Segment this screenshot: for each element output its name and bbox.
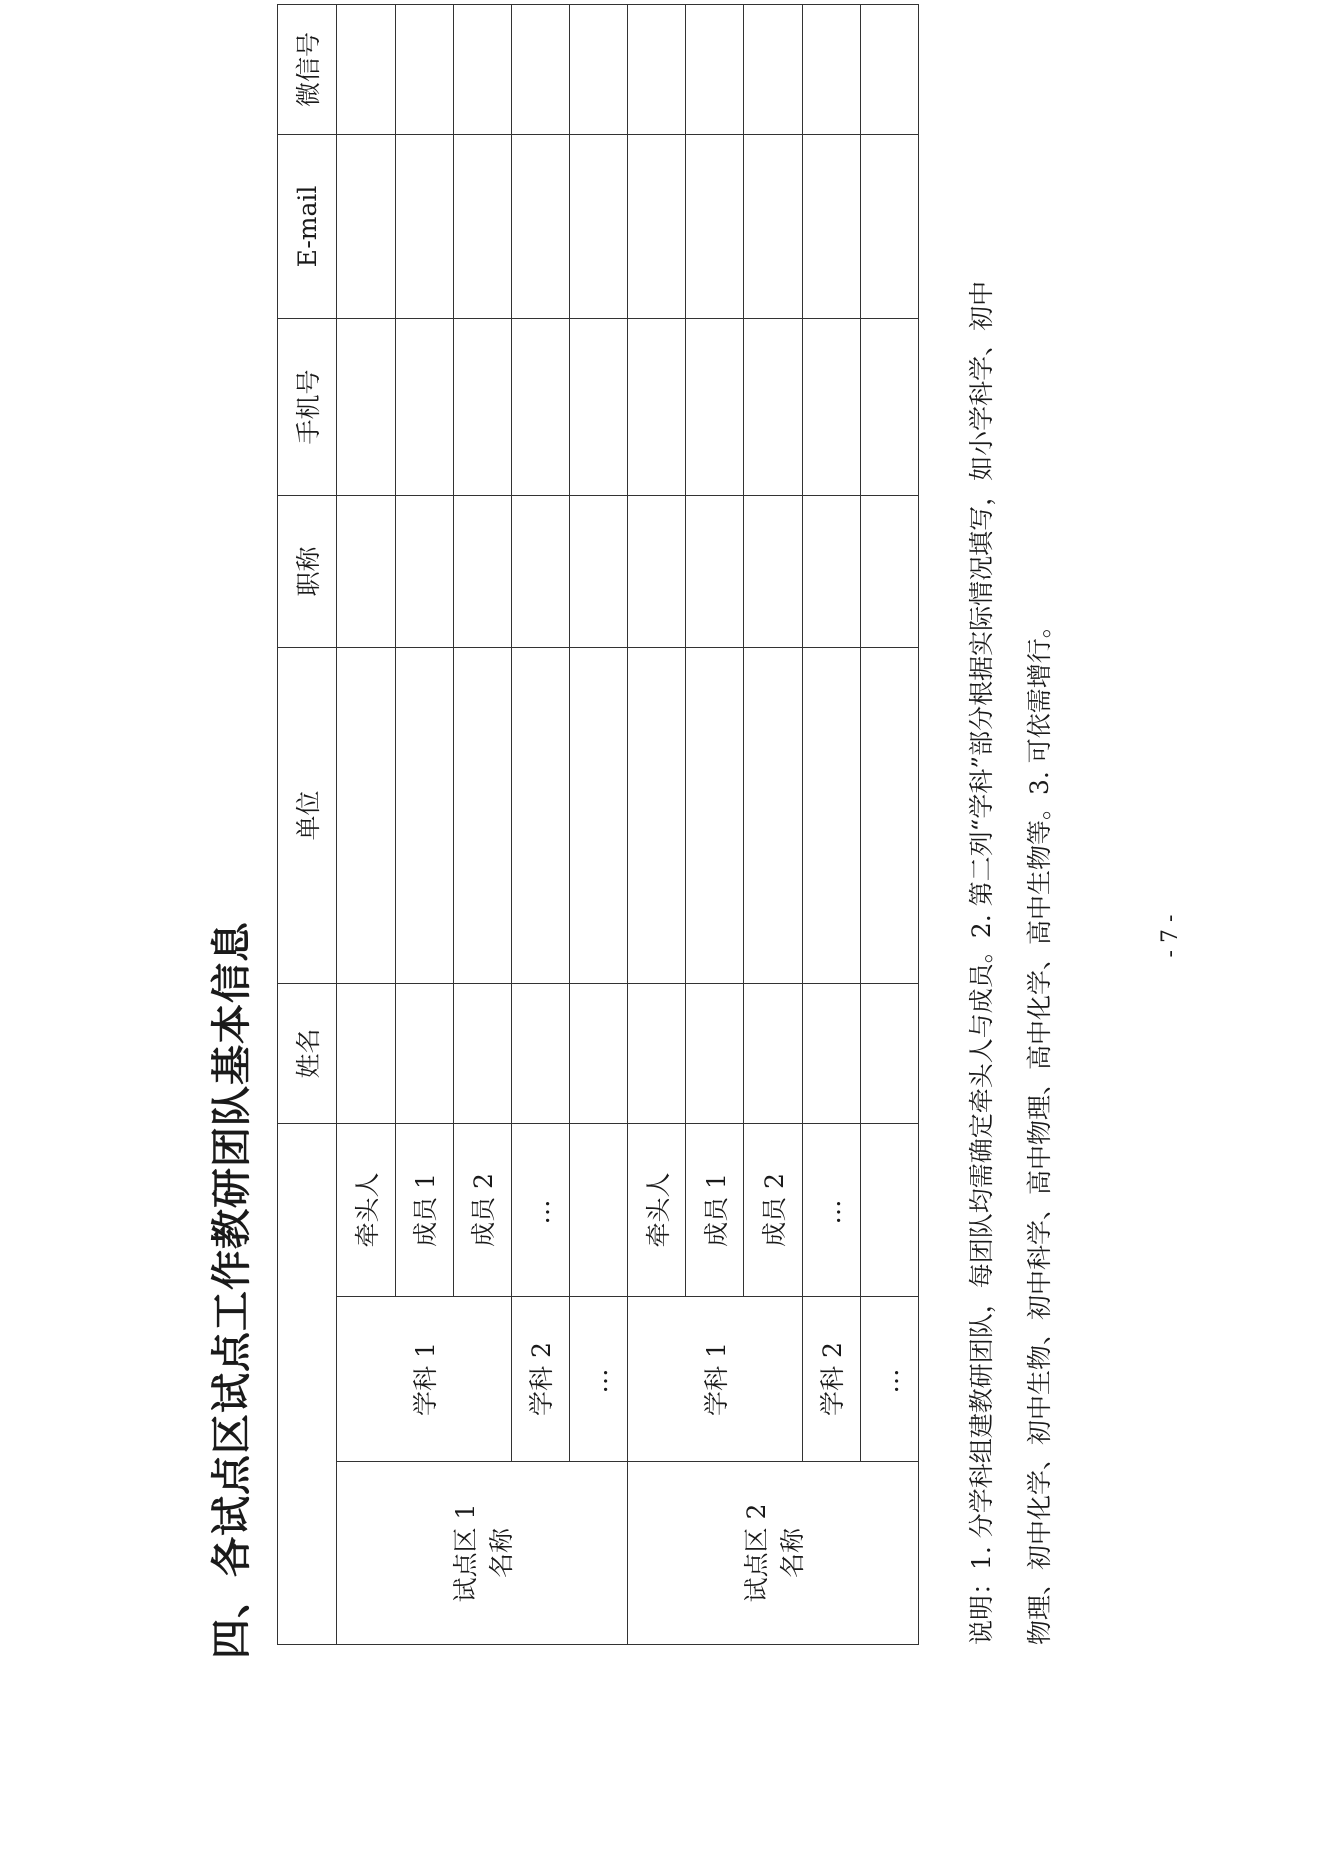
input-cell-unit[interactable] [744, 647, 802, 983]
input-cell-unit[interactable] [802, 647, 860, 983]
district-2-role-lead: 牵头人 [628, 1123, 686, 1296]
section-title: 四、各试点区试点工作教研团队基本信息 [209, 921, 255, 1659]
input-cell-name[interactable] [511, 983, 569, 1123]
header-title: 职称 [278, 495, 337, 647]
district-1-label-line1: 试点区 1 [451, 1503, 481, 1603]
input-cell-unit[interactable] [395, 647, 453, 983]
input-cell-wechat[interactable] [628, 4, 686, 134]
input-cell-phone[interactable] [337, 318, 395, 495]
district-1-label-line2: 名称 [487, 1528, 517, 1579]
input-cell-phone[interactable] [511, 318, 569, 495]
input-cell-email[interactable] [686, 134, 744, 318]
district-2-role-member-1: 成员 1 [686, 1123, 744, 1296]
district-2-label-line2: 名称 [778, 1528, 808, 1579]
district-2-label-line1: 试点区 2 [742, 1503, 772, 1603]
input-cell-title[interactable] [744, 495, 802, 647]
input-cell-wechat[interactable] [395, 4, 453, 134]
district-2-subject-2: 学科 2 [802, 1297, 860, 1462]
input-cell-unit[interactable] [860, 647, 918, 983]
district-1-subject-2: 学科 2 [511, 1297, 569, 1462]
header-name: 姓名 [278, 983, 337, 1123]
district-2-role-more: … [802, 1123, 860, 1296]
district-1-cell [337, 1462, 628, 1645]
input-cell-wechat[interactable] [860, 4, 918, 134]
input-cell-name[interactable] [337, 983, 395, 1123]
input-cell-wechat[interactable] [337, 4, 395, 134]
input-cell-phone[interactable] [860, 318, 918, 495]
input-cell-email[interactable] [395, 134, 453, 318]
input-cell-unit[interactable] [337, 647, 395, 983]
table-row [860, 4, 918, 1644]
input-cell-name[interactable] [744, 983, 802, 1123]
district-1-role-lead: 牵头人 [337, 1123, 395, 1296]
input-cell-email[interactable] [802, 134, 860, 318]
table-header-row [278, 4, 337, 1644]
district-1-role-member-2: 成员 2 [453, 1123, 511, 1296]
input-cell-name[interactable] [628, 983, 686, 1123]
input-cell-wechat[interactable] [744, 4, 802, 134]
district-1-more: … [569, 1297, 627, 1462]
input-cell-wechat[interactable] [802, 4, 860, 134]
input-cell-unit[interactable] [511, 647, 569, 983]
header-unit: 单位 [278, 647, 337, 983]
header-wechat: 微信号 [278, 4, 337, 134]
input-cell-email[interactable] [744, 134, 802, 318]
input-cell-title[interactable] [802, 495, 860, 647]
district-1-role-member-1: 成员 1 [395, 1123, 453, 1296]
input-cell-unit[interactable] [686, 647, 744, 983]
table-row [569, 4, 627, 1644]
table-note [953, 205, 1069, 1645]
district-2-subject-1: 学科 1 [628, 1297, 802, 1462]
input-cell-title[interactable] [395, 495, 453, 647]
table-row [802, 4, 860, 1644]
input-cell-name[interactable] [802, 983, 860, 1123]
note-line-1: 说明：1. 分学科组建教研团队，每团队均需确定牵头人与成员。2. 第二列“学科”部分根据实际情况填写，如小学科学、初中 [967, 280, 996, 1645]
input-cell-title[interactable] [686, 495, 744, 647]
team-info-table [277, 4, 919, 1645]
empty-role-cell [860, 1123, 918, 1296]
input-cell-phone[interactable] [569, 318, 627, 495]
input-cell-email[interactable] [628, 134, 686, 318]
district-2-more: … [860, 1297, 918, 1462]
header-phone: 手机号 [278, 318, 337, 495]
input-cell-phone[interactable] [686, 318, 744, 495]
input-cell-name[interactable] [686, 983, 744, 1123]
input-cell-phone[interactable] [453, 318, 511, 495]
input-cell-email[interactable] [860, 134, 918, 318]
input-cell-unit[interactable] [569, 647, 627, 983]
input-cell-email[interactable] [453, 134, 511, 318]
table-row [337, 4, 395, 1644]
input-cell-unit[interactable] [453, 647, 511, 983]
input-cell-phone[interactable] [395, 318, 453, 495]
input-cell-wechat[interactable] [569, 4, 627, 134]
note-line-2: 物理、初中化学、初中生物、初中科学、高中物理、高中化学、高中生物等。3. 可依需增行。 [1025, 613, 1054, 1645]
input-cell-title[interactable] [569, 495, 627, 647]
input-cell-email[interactable] [337, 134, 395, 318]
table-row [511, 4, 569, 1644]
district-2-cell [628, 1462, 919, 1645]
input-cell-title[interactable] [628, 495, 686, 647]
empty-role-cell [569, 1123, 627, 1296]
input-cell-title[interactable] [453, 495, 511, 647]
input-cell-phone[interactable] [802, 318, 860, 495]
input-cell-wechat[interactable] [511, 4, 569, 134]
district-1-subject-1: 学科 1 [337, 1297, 511, 1462]
district-1-role-more: … [511, 1123, 569, 1296]
table-row [628, 4, 686, 1644]
input-cell-title[interactable] [337, 495, 395, 647]
header-email: E-mail [278, 134, 337, 318]
input-cell-name[interactable] [395, 983, 453, 1123]
input-cell-name[interactable] [453, 983, 511, 1123]
input-cell-phone[interactable] [744, 318, 802, 495]
input-cell-unit[interactable] [628, 647, 686, 983]
input-cell-name[interactable] [860, 983, 918, 1123]
input-cell-title[interactable] [860, 495, 918, 647]
input-cell-wechat[interactable] [686, 4, 744, 134]
header-corner-cell [278, 1123, 337, 1644]
input-cell-wechat[interactable] [453, 4, 511, 134]
input-cell-phone[interactable] [628, 318, 686, 495]
input-cell-title[interactable] [511, 495, 569, 647]
input-cell-email[interactable] [569, 134, 627, 318]
district-2-role-member-2: 成员 2 [744, 1123, 802, 1296]
input-cell-name[interactable] [569, 983, 627, 1123]
input-cell-email[interactable] [511, 134, 569, 318]
page-number: - 7 - [1158, 914, 1183, 958]
